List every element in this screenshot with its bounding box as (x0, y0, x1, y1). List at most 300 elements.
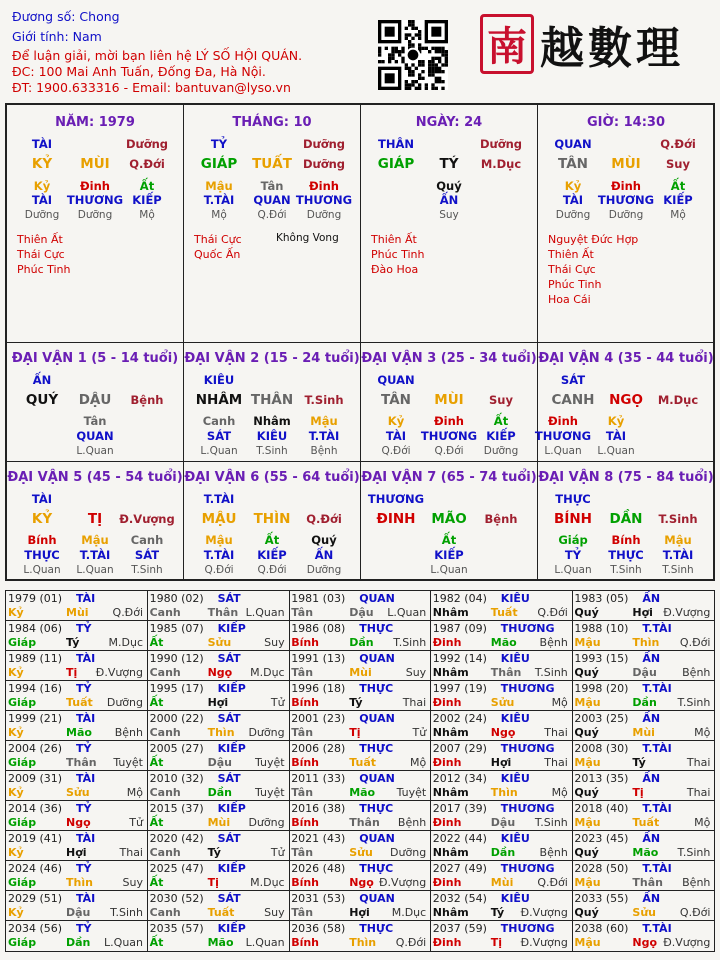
year-ten-god: T.TÀI (642, 862, 672, 875)
star-item: Phúc Tinh (17, 263, 71, 276)
brand-logo (478, 8, 710, 80)
year-cell[interactable] (289, 621, 431, 651)
year-branch: Hợi (632, 606, 653, 619)
year-cell[interactable] (431, 591, 573, 621)
year-cell[interactable] (289, 711, 431, 741)
luck-pillar-cell[interactable] (538, 462, 713, 581)
star-item: Đào Hoa (371, 263, 419, 276)
year-stage: Bệnh (539, 636, 568, 649)
year-branch: Thân (490, 666, 522, 679)
year-ten-god: TỶ (76, 682, 92, 695)
hidden-stem: Ất (139, 179, 155, 193)
pillar-cell[interactable] (538, 105, 713, 343)
year-stem: Tân (291, 606, 314, 619)
year-stem: Mậu (574, 636, 601, 649)
year-label: 2015 (37) (149, 802, 204, 815)
year-cell[interactable] (148, 831, 290, 861)
year-ten-god: QUAN (359, 772, 395, 785)
annual-table (5, 590, 715, 952)
year-ten-god: QUAN (359, 592, 395, 605)
year-cell[interactable] (289, 921, 431, 951)
year-cell[interactable] (6, 801, 148, 831)
year-cell[interactable] (6, 651, 148, 681)
year-ten-god: TỶ (76, 742, 92, 755)
year-stage: Q.Đới (537, 876, 568, 889)
year-label: 1999 (21) (8, 712, 63, 725)
year-stage: L.Quan (104, 936, 143, 949)
year-label: 2013 (35) (574, 772, 629, 785)
luck-hidden-ten-god: TỶ (564, 548, 582, 562)
year-branch: Ngọ (490, 726, 516, 739)
heavenly-stem: TÂN (558, 156, 588, 172)
year-branch: Thân (207, 606, 239, 619)
year-stem: Mậu (574, 936, 601, 949)
year-ten-god: SÁT (217, 772, 241, 785)
year-ten-god: TÀI (76, 592, 96, 605)
year-stage: M.Dục (250, 666, 285, 679)
year-stage: Dưỡng (248, 816, 285, 829)
year-cell[interactable] (289, 861, 431, 891)
year-stage: Q.Đới (112, 606, 143, 619)
year-cell[interactable] (148, 891, 290, 921)
year-cell[interactable] (148, 921, 290, 951)
year-cell[interactable] (6, 711, 148, 741)
luck-hidden-ten-god: KIẾP (257, 548, 287, 562)
year-ten-god: TỶ (76, 862, 92, 875)
year-stage: T.Sinh (534, 666, 568, 679)
luck-hidden-ten-god: T.TÀI (203, 548, 235, 562)
year-stage: Đ.Vượng (378, 876, 427, 889)
year-cell[interactable] (572, 711, 714, 741)
year-branch: Dậu (632, 666, 657, 679)
luck-hidden-stem: Ất (493, 414, 509, 428)
hidden-stage: Dưỡng (77, 209, 113, 221)
luck-hidden-stem: Mậu (81, 533, 109, 547)
year-label: 2028 (50) (574, 862, 629, 875)
year-ten-god: QUAN (359, 652, 395, 665)
year-stage: Bệnh (682, 876, 711, 889)
year-ten-god: THỰC (359, 802, 394, 815)
hidden-stage: Dưỡng (608, 209, 644, 221)
year-branch: Mão (632, 846, 659, 859)
year-branch: Thân (349, 816, 380, 829)
year-label: 1985 (07) (149, 622, 204, 635)
luck-ten-god: THƯƠNG (367, 492, 425, 506)
year-cell[interactable] (572, 831, 714, 861)
qr-code-icon[interactable] (378, 20, 448, 90)
year-stage: Đ.Vượng (95, 666, 143, 679)
year-stem: Giáp (8, 816, 37, 829)
year-cell[interactable] (572, 621, 714, 651)
hidden-stage: Q.Đới (257, 209, 287, 221)
pillar-title: THÁNG: 10 (232, 115, 312, 130)
year-label: 1987 (09) (432, 622, 487, 635)
year-stem: Canh (149, 786, 181, 799)
year-stage: Tuyệt (254, 786, 285, 799)
year-ten-god: ẤN (642, 892, 661, 905)
year-cell[interactable] (572, 591, 714, 621)
earthly-branch: TUẤT (252, 156, 292, 172)
luck-hidden-stem: Đinh (548, 414, 578, 428)
luck-pillar-cell[interactable] (361, 462, 538, 581)
luck-hidden-ten-god: TÀI (385, 429, 407, 443)
year-stage: Q.Đới (679, 636, 711, 649)
year-stem: Nhâm (432, 606, 469, 619)
year-ten-god: TÀI (76, 892, 96, 905)
year-ten-god: QUAN (359, 712, 395, 725)
year-cell[interactable] (6, 741, 148, 771)
year-cell[interactable] (431, 651, 573, 681)
year-ten-god: ẤN (642, 712, 661, 725)
year-branch: Tị (349, 726, 361, 739)
luck-hidden-stage: Dưỡng (483, 445, 519, 457)
year-stem: Nhâm (432, 846, 469, 859)
luck-stem: ĐINH (376, 511, 416, 527)
star-item: Thiên Ất (548, 248, 594, 261)
luck-stem: MẬU (201, 511, 237, 527)
luck-ten-god: THỰC (555, 492, 591, 506)
year-stage: Dưỡng (390, 846, 427, 859)
year-cell[interactable] (289, 651, 431, 681)
year-stage: Mộ (551, 786, 568, 799)
pillar-title: GIỜ: 14:30 (587, 115, 665, 130)
luck-pillar-cell[interactable] (184, 462, 361, 581)
luck-ten-god: T.TÀI (203, 492, 235, 506)
year-branch: Tuất (490, 606, 518, 619)
year-stem: Bính (291, 636, 320, 649)
year-ten-god: T.TÀI (642, 742, 672, 755)
year-cell[interactable] (148, 681, 290, 711)
year-ten-god: KIẾP (217, 862, 246, 875)
luck-hidden-ten-god: THƯƠNG (534, 429, 592, 443)
year-stage: Đ.Vượng (520, 936, 568, 949)
luck-stem: CANH (551, 392, 595, 408)
year-cell[interactable] (148, 861, 290, 891)
year-branch: Mùi (207, 816, 231, 829)
heavenly-stem: KỶ (31, 156, 53, 172)
hidden-stem: Kỷ (564, 179, 582, 193)
year-cell[interactable] (148, 711, 290, 741)
luck-branch: THÌN (253, 511, 291, 527)
year-label: 1986 (08) (291, 622, 346, 635)
luck-stage: Suy (489, 393, 513, 407)
year-cell[interactable] (431, 891, 573, 921)
year-cell[interactable] (289, 591, 431, 621)
luck-stage: Đ.Vượng (119, 512, 175, 526)
earthly-branch: MÙI (80, 156, 110, 172)
year-cell[interactable] (431, 711, 573, 741)
year-branch: Ngọ (66, 816, 91, 829)
luck-hidden-ten-god: KIẾP (434, 548, 464, 562)
year-cell[interactable] (572, 771, 714, 801)
year-cell[interactable] (572, 861, 714, 891)
luck-hidden-stem: Giáp (558, 533, 588, 547)
year-cell[interactable] (431, 741, 573, 771)
luck-pillar-cell[interactable] (184, 343, 361, 462)
luck-hidden-stem: Kỷ (387, 414, 405, 428)
year-ten-god: THƯƠNG (500, 742, 555, 755)
year-branch: Sửu (66, 786, 90, 799)
year-stage: M.Dục (250, 876, 285, 889)
year-stage: T.Sinh (110, 906, 143, 919)
year-label: 2010 (32) (149, 772, 204, 785)
year-ten-god: KIẾP (217, 742, 246, 755)
year-stem: Đinh (432, 696, 462, 709)
year-stem: Mậu (574, 756, 601, 769)
year-label: 2005 (27) (149, 742, 204, 755)
year-stage: Mộ (409, 756, 427, 769)
pillar-ten-god: TÀI (31, 137, 53, 151)
luck-hidden-stem: Mậu (310, 414, 338, 428)
year-branch: Mão (349, 786, 376, 799)
year-label: 2025 (47) (149, 862, 204, 875)
year-label: 2019 (41) (8, 832, 63, 845)
pillar-title: NĂM: 1979 (55, 115, 135, 130)
luck-stem: QUÝ (25, 392, 59, 408)
year-label: 1983 (05) (574, 592, 629, 605)
year-stem: Quý (574, 786, 599, 799)
year-label: 1998 (20) (574, 682, 629, 695)
year-stem: Đinh (432, 636, 462, 649)
year-cell[interactable] (148, 621, 290, 651)
star-item: Thiên Ất (371, 233, 417, 246)
year-cell[interactable] (289, 801, 431, 831)
luck-stem: BÍNH (554, 511, 592, 527)
luck-branch: NGỌ (609, 392, 643, 408)
year-label: 2030 (52) (149, 892, 204, 905)
contact-note: Để luận giải, mời bạn liên hệ LÝ SỐ HỘI QUÁN. (12, 48, 303, 63)
year-branch: Ngọ (632, 936, 658, 949)
luck-pillar-title: ĐẠI VẬN 5 (45 - 54 tuổi) (7, 470, 183, 485)
year-stage: L.Quan (387, 606, 427, 619)
year-branch: Tị (632, 786, 644, 799)
year-stage: Đ.Vượng (663, 606, 711, 619)
year-cell[interactable] (6, 771, 148, 801)
year-ten-god: TÀI (76, 712, 96, 725)
year-cell[interactable] (148, 651, 290, 681)
luck-hidden-stage: T.Sinh (662, 564, 694, 576)
pillar-cell[interactable] (7, 105, 184, 343)
year-ten-god: THƯƠNG (500, 682, 555, 695)
year-label: 2031 (53) (291, 892, 346, 905)
year-label: 2020 (42) (149, 832, 204, 845)
year-stage: Thai (544, 726, 568, 739)
pillar-ten-god: QUAN (554, 137, 592, 151)
year-branch: Dậu (66, 906, 91, 919)
year-branch: Tuất (349, 756, 376, 769)
year-cell[interactable] (289, 741, 431, 771)
year-cell[interactable] (6, 861, 148, 891)
year-cell[interactable] (6, 681, 148, 711)
year-cell[interactable] (6, 591, 148, 621)
year-stage: Mộ (694, 726, 711, 739)
year-branch: Mão (490, 636, 517, 649)
year-ten-god: SÁT (217, 592, 241, 605)
luck-hidden-ten-god: THỰC (608, 548, 644, 562)
year-cell[interactable] (148, 741, 290, 771)
luck-hidden-stem: Canh (130, 533, 164, 547)
year-stem: Đinh (432, 876, 462, 889)
year-branch: Tý (66, 636, 80, 649)
year-label: 1980 (02) (149, 592, 204, 605)
year-branch: Dậu (490, 816, 516, 829)
luck-pillar-cell[interactable] (534, 343, 714, 462)
hidden-ten-god: T.TÀI (203, 193, 235, 207)
year-cell[interactable] (431, 921, 573, 951)
luck-pillar-cell[interactable] (7, 462, 184, 581)
year-cell[interactable] (6, 891, 148, 921)
luck-branch: DẬU (78, 392, 112, 408)
luck-pillar-title: ĐẠI VẬN 2 (15 - 24 tuổi) (184, 351, 360, 366)
year-ten-god: T.TÀI (642, 682, 672, 695)
year-stem: Ất (149, 756, 164, 769)
luck-ten-god: KIÊU (203, 373, 235, 387)
year-cell[interactable] (431, 621, 573, 651)
hidden-ten-god: TÀI (562, 193, 584, 207)
year-ten-god: T.TÀI (642, 802, 672, 815)
year-cell[interactable] (6, 831, 148, 861)
year-stem: Ất (149, 936, 164, 949)
year-stem: Quý (574, 606, 599, 619)
year-branch: Hợi (490, 756, 512, 769)
luck-stem: TÂN (381, 392, 411, 408)
year-ten-god: KIÊU (500, 652, 530, 665)
year-stage: T.Sinh (677, 846, 711, 859)
year-stage: M.Dục (391, 906, 427, 919)
year-label: 1996 (18) (291, 682, 346, 695)
luck-pillar-title: ĐẠI VẬN 6 (55 - 64 tuổi) (184, 470, 360, 485)
luck-hidden-stem: Bính (611, 533, 641, 547)
year-label: 2003 (25) (574, 712, 629, 725)
subject-gender: Giới tính: Nam (12, 29, 102, 44)
luck-hidden-stage: L.Quan (554, 564, 592, 576)
year-branch: Dần (490, 846, 516, 859)
year-cell[interactable] (289, 771, 431, 801)
year-cell[interactable] (572, 921, 714, 951)
year-stem: Nhâm (432, 666, 469, 679)
year-ten-god: TÀI (76, 652, 96, 665)
pillar-cell[interactable] (361, 105, 538, 343)
luck-pillar-cell[interactable] (7, 343, 184, 462)
luck-stage: Bệnh (130, 393, 164, 407)
year-stem: Giáp (8, 756, 37, 769)
year-stem: Quý (574, 666, 599, 679)
year-cell[interactable] (148, 801, 290, 831)
luck-stem: KỶ (31, 511, 53, 527)
year-cell[interactable] (148, 771, 290, 801)
year-stem: Canh (149, 606, 181, 619)
luck-pillar-title: ĐẠI VẬN 1 (5 - 14 tuổi) (11, 351, 179, 366)
year-ten-god: THỰC (359, 922, 394, 935)
year-cell[interactable] (572, 681, 714, 711)
luck-branch: THÂN (250, 392, 294, 408)
year-stem: Bính (291, 696, 320, 709)
hidden-ten-god: THƯƠNG (66, 193, 124, 207)
year-stage: Suy (405, 666, 427, 679)
luck-ten-god: TÀI (31, 492, 53, 506)
luck-hidden-ten-god: TÀI (605, 429, 627, 443)
brand-seal: 南 (480, 14, 534, 74)
luck-hidden-stage: Q.Đới (257, 564, 287, 576)
year-branch: Mão (207, 936, 234, 949)
year-branch: Tị (66, 666, 78, 679)
year-cell[interactable] (431, 861, 573, 891)
year-branch: Thìn (349, 936, 377, 949)
year-branch: Mùi (349, 666, 372, 679)
year-stem: Nhâm (432, 786, 469, 799)
year-cell[interactable] (6, 621, 148, 651)
luck-hidden-stem: Quý (311, 533, 337, 547)
year-cell[interactable] (431, 681, 573, 711)
year-cell[interactable] (148, 591, 290, 621)
year-label: 2036 (58) (291, 922, 346, 935)
luck-hidden-stem: Kỷ (607, 414, 625, 428)
year-cell[interactable] (572, 801, 714, 831)
year-cell[interactable] (431, 831, 573, 861)
year-label: 2027 (49) (432, 862, 487, 875)
year-label: 2029 (51) (8, 892, 63, 905)
year-label: 2008 (30) (574, 742, 629, 755)
year-label: 2014 (36) (8, 802, 63, 815)
year-ten-god: SÁT (217, 712, 241, 725)
pillar-cell[interactable] (184, 105, 361, 343)
year-ten-god: QUAN (359, 832, 395, 845)
year-stage: Suy (122, 876, 143, 889)
year-cell[interactable] (289, 891, 431, 921)
year-ten-god: THƯƠNG (500, 922, 555, 935)
year-stem: Quý (574, 846, 599, 859)
year-cell[interactable] (289, 831, 431, 861)
year-label: 2004 (26) (8, 742, 63, 755)
year-branch: Dậu (349, 606, 374, 619)
year-cell[interactable] (431, 801, 573, 831)
year-ten-god: TỶ (76, 622, 92, 635)
hidden-stem: Mậu (205, 179, 233, 193)
year-cell[interactable] (431, 771, 573, 801)
year-stem: Đinh (432, 756, 462, 769)
year-cell[interactable] (572, 741, 714, 771)
hidden-stem: Tân (260, 179, 284, 193)
year-cell[interactable] (289, 681, 431, 711)
year-cell[interactable] (6, 921, 148, 951)
year-cell[interactable] (572, 891, 714, 921)
year-stem: Canh (149, 906, 181, 919)
year-label: 1992 (14) (432, 652, 487, 665)
year-label: 1988 (10) (574, 622, 629, 635)
year-stem: Ất (149, 876, 164, 889)
year-ten-god: TÀI (76, 832, 96, 845)
year-branch: Dần (207, 786, 232, 799)
year-stage: Bệnh (114, 726, 143, 739)
pillar-stage-2: M.Dục (480, 157, 522, 171)
year-label: 1982 (04) (432, 592, 487, 605)
year-stem: Giáp (8, 636, 37, 649)
hidden-stem: Kỷ (33, 179, 51, 193)
year-ten-god: THỰC (359, 682, 394, 695)
luck-pillar-cell[interactable] (361, 343, 538, 462)
year-stage: Q.Đới (679, 906, 711, 919)
luck-pillar-title: ĐẠI VẬN 4 (35 - 44 tuổi) (538, 351, 714, 366)
year-cell[interactable] (572, 651, 714, 681)
luck-hidden-stem: Mậu (205, 533, 233, 547)
year-branch: Tị (207, 876, 219, 889)
year-branch: Dần (349, 636, 374, 649)
hidden-stage: Dưỡng (306, 209, 342, 221)
year-branch: Tý (490, 906, 505, 919)
year-label: 2007 (29) (432, 742, 487, 755)
year-stem: Giáp (8, 936, 37, 949)
chart-header (0, 0, 720, 100)
